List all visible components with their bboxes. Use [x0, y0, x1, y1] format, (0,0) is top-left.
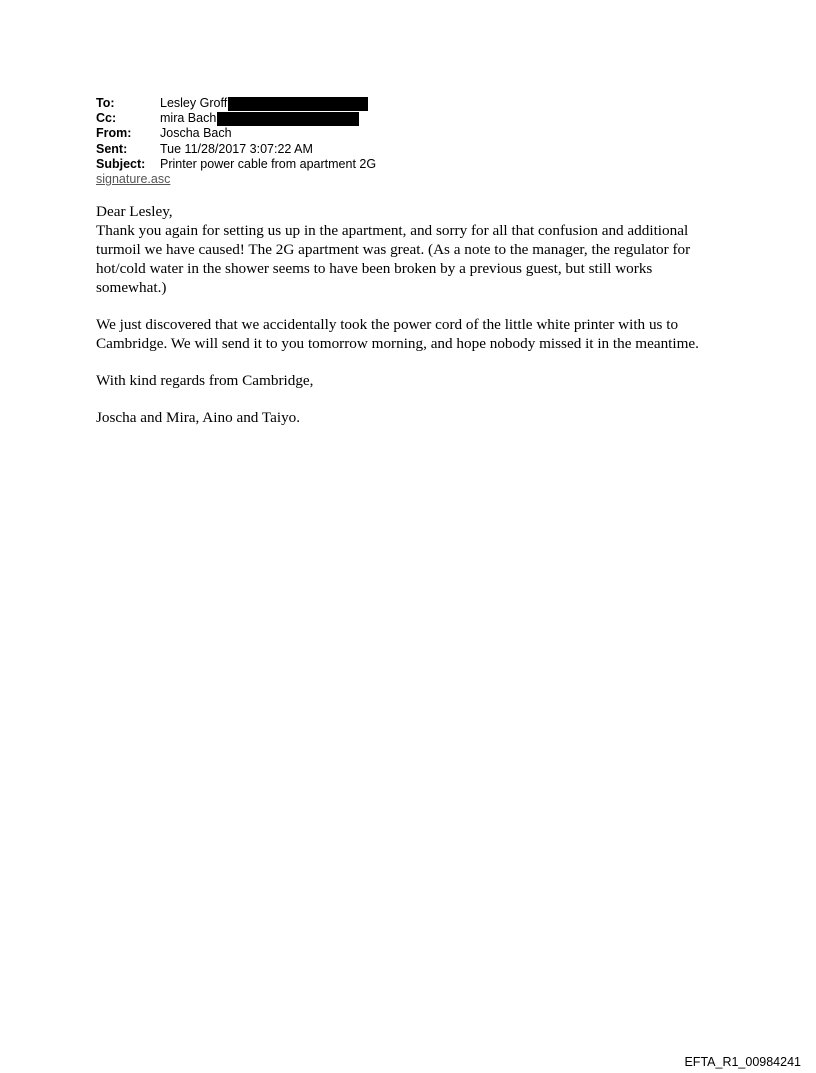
email-body: [96, 202, 726, 445]
attachment-row: [96, 172, 376, 187]
body-paragraph-1: Thank you again for setting us up in the apartment, and sorry for all that confusion and additional turmoil we have caused! The 2G apartment was great. (As a note to the manager, the regulator for hot/cold water in the shower seems to have been broken by a previous guest, but still works somewhat.): [96, 222, 691, 296]
subject-value: Printer power cable from apartment 2G: [160, 156, 377, 171]
greeting: Dear Lesley,: [96, 203, 173, 220]
sent-row: [96, 142, 376, 157]
subject-row: [96, 157, 376, 172]
document-id: EFTA_R1_00984241: [684, 1055, 801, 1069]
email-header: [96, 96, 376, 187]
to-row: [96, 96, 376, 111]
subject-label: Subject:: [96, 156, 146, 171]
sent-label: Sent:: [96, 141, 128, 156]
signature: Joscha and Mira, Aino and Taiyo.: [96, 409, 301, 426]
from-value: Joscha Bach: [160, 126, 232, 141]
body-paragraph-2: We just discovered that we accidentally took the power cord of the little white printer with us to Cambridge. We will send it to you tomorrow morning, and hope nobody missed it in the meantime.: [96, 316, 699, 352]
cc-row: [96, 111, 376, 126]
closing: With kind regards from Cambridge,: [96, 372, 314, 389]
from-label: From:: [96, 126, 132, 141]
from-row: [96, 126, 376, 141]
cc-value: mira Bach: [160, 111, 217, 126]
to-label: To:: [96, 96, 115, 110]
redaction-box: [228, 97, 368, 111]
to-value: Lesley Groff: [160, 96, 228, 110]
attachment-link[interactable]: signature.asc: [96, 172, 171, 187]
redaction-box: [217, 112, 359, 126]
sent-value: Tue 11/28/2017 3:07:22 AM: [160, 141, 313, 156]
cc-label: Cc:: [96, 111, 117, 126]
